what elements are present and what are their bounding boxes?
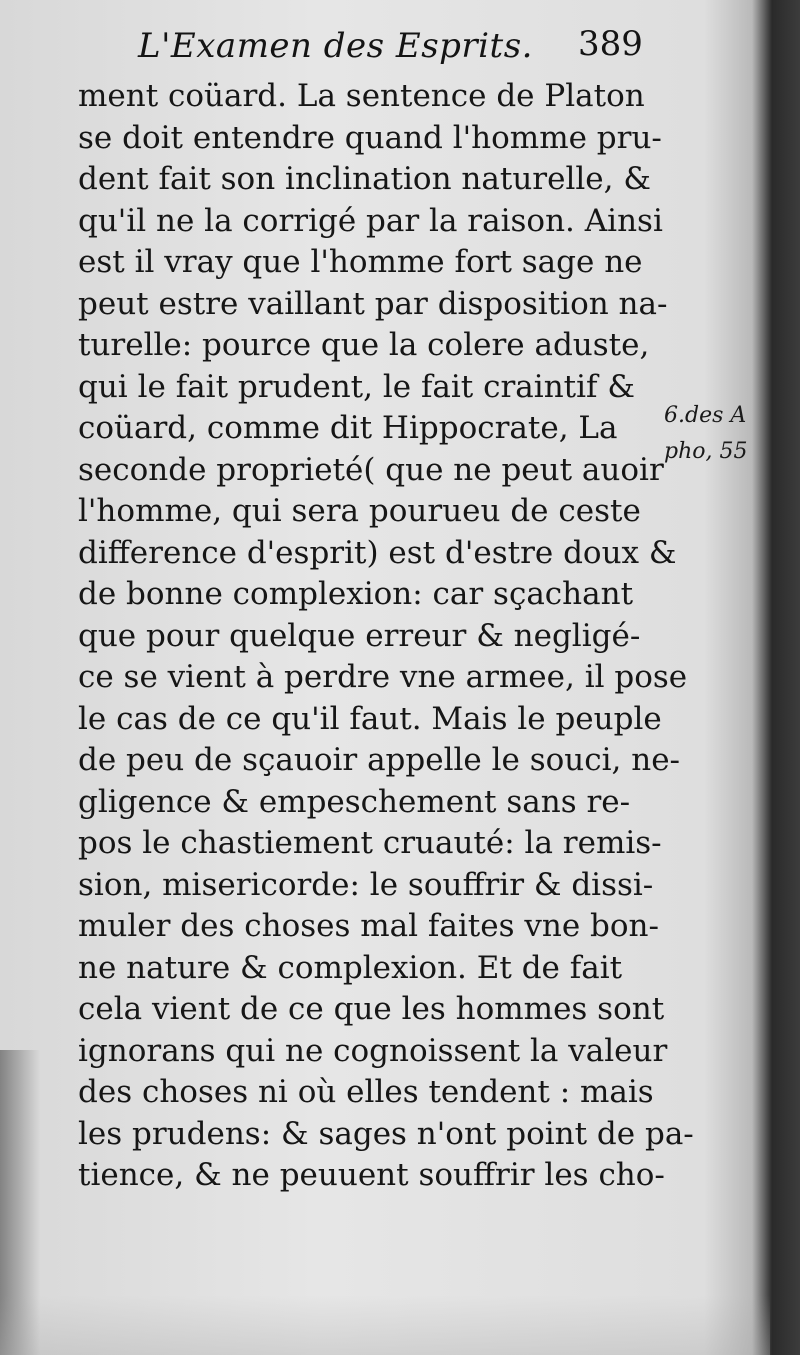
text-line: turelle: pource que la colere aduste, bbox=[78, 327, 650, 363]
running-title: L'Examen des Esprits. bbox=[138, 26, 533, 66]
text-line: dent fait son inclination naturelle, & bbox=[78, 161, 651, 197]
text-line: ne nature & complexion. Et de fait bbox=[78, 949, 623, 986]
text-line: se doit entendre quand l'homme pru- bbox=[78, 119, 662, 156]
body-text bbox=[78, 76, 694, 1197]
text-line: le cas de ce qu'il faut. Mais le peuple bbox=[78, 700, 662, 737]
text-line: ce se vient à perdre vne armee, il pose bbox=[78, 659, 688, 695]
text-line: ment coüard. La sentence de Platon bbox=[78, 78, 645, 114]
page-number: 389 bbox=[578, 24, 643, 64]
text-line: seconde proprieté( que ne peut auoir bbox=[78, 451, 664, 488]
page-bottom-shade bbox=[0, 1295, 770, 1355]
text-line: qu'il ne la corrigé par la raison. Ainsi bbox=[78, 202, 663, 239]
page-header bbox=[138, 22, 658, 74]
text-line: des choses ni où elles tendent : mais bbox=[78, 1074, 654, 1110]
margin-note bbox=[664, 398, 764, 470]
margin-note-line: 6.des A bbox=[664, 403, 747, 428]
text-line: l'homme, qui sera pourueu de ceste bbox=[78, 493, 641, 529]
margin-note-line: pho, 55 bbox=[664, 439, 748, 464]
text-line: ignorans qui ne cognoissent la valeur bbox=[78, 1032, 668, 1069]
text-line: cela vient de ce que les hommes sont bbox=[78, 991, 665, 1027]
text-line: coüard, comme dit Hippocrate, La bbox=[78, 410, 618, 446]
text-line: gligence & empeschement sans re- bbox=[78, 783, 631, 820]
text-line: muler des choses mal faites vne bon- bbox=[78, 908, 659, 944]
text-line: peut estre vaillant par disposition na- bbox=[78, 285, 668, 322]
text-line: de peu de sçauoir appelle le souci, ne- bbox=[78, 742, 681, 778]
text-line: pos le chastiement cruauté: la remis- bbox=[78, 825, 662, 861]
text-line: qui le fait prudent, le fait craintif & bbox=[78, 368, 635, 405]
text-line: de bonne complexion: car sçachant bbox=[78, 576, 634, 612]
text-line: que pour quelque erreur & negligé- bbox=[78, 617, 641, 654]
text-line: est il vray que l'homme fort sage ne bbox=[78, 244, 643, 280]
text-line: tience, & ne peuuent souffrir les cho- bbox=[78, 1157, 665, 1193]
text-line: les prudens: & sages n'ont point de pa- bbox=[78, 1115, 694, 1152]
text-line: difference d'esprit) est d'estre doux & bbox=[78, 534, 677, 571]
text-line: sion, misericorde: le souffrir & dissi- bbox=[78, 866, 654, 903]
